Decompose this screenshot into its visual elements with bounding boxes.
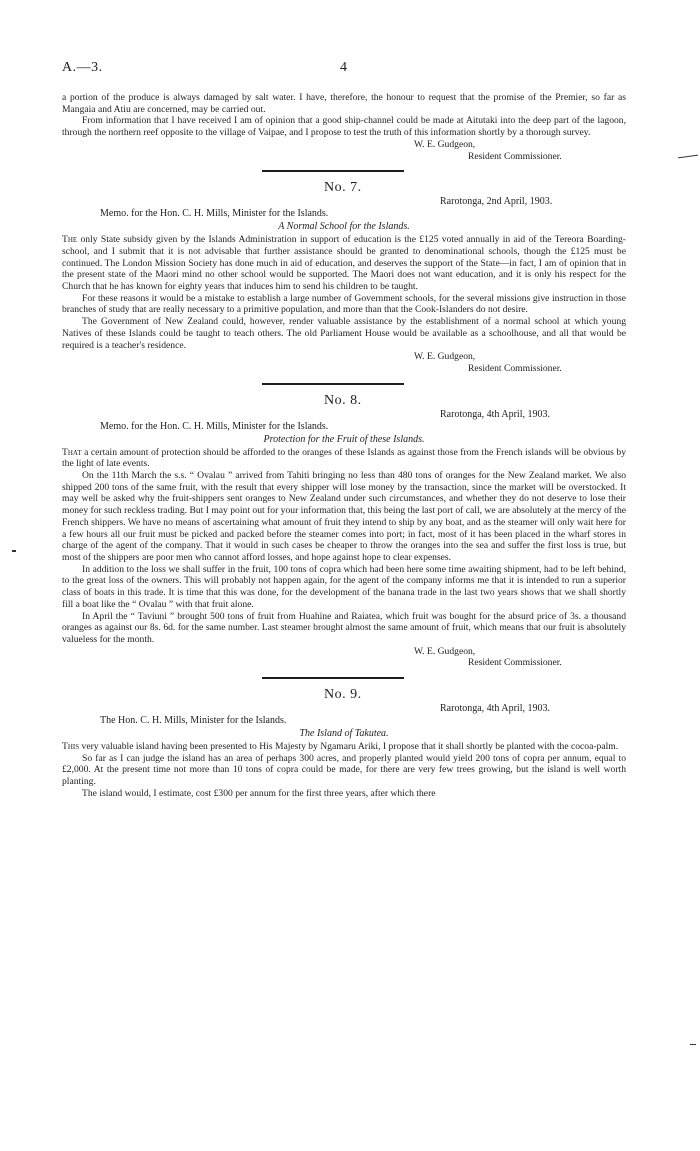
memo-paragraph-4: In April the “ Taviuni ” brought 500 tons of fruit from Huahine and Raiatea, which fruit was bought for the absurd price of 3s. a thousand oranges as against our 8s. 6d. for the same number. Last steamer brought almost the same amount of fruit, which means that our fruit is absolutely valueless for the month. (62, 610, 626, 645)
memo-paragraph-1: a certain amount of protection should be afforded to the oranges of these Islands as against those from the French islands will be obvious by the light of late events. (62, 446, 626, 470)
memo-paragraph-1: only State subsidy given by the Islands Administration in support of education is the £125 voted annually in aid of the Tereora Boarding-school, and I submit that it is not advisable that further assistance should be granted to denominational schools, though the £125 must be continued. The London Mission Society has done much in aid of education, and deserves the support of the State—in fact, I am of opinion that in the present state of the Maori mind no other school would be supported. The Maori does not want education, and it is only his respect for the Church that he has known for eighty years that induces him to send his children to be taught. (62, 234, 626, 293)
memo-9 (62, 687, 626, 800)
memo-number: No. 9. (324, 687, 362, 703)
scan-mark (12, 550, 16, 552)
lead-word: The (62, 234, 78, 246)
memo-paragraph-2: So far as I can judge the island has an area of perhaps 300 acres, and properly planted would yield 200 tons of copra per annum, equal to £2,000. At the present time not more than 10 tons of copra could be made, for there are very few trees growing, but the island is well worth planting. (62, 752, 626, 788)
scan-mark (678, 155, 698, 159)
page-content (62, 92, 626, 800)
memo-number: No. 7. (324, 180, 362, 196)
memo-subject: A Normal School for the Islands. (278, 221, 410, 233)
page-reference: A.—3. (62, 60, 103, 75)
memo-dateline: Rarotonga, 4th April, 1903. (440, 408, 550, 420)
signature-title: Resident Commissioner. (468, 657, 562, 669)
memo-number: No. 8. (324, 392, 362, 408)
memo-dateline: Rarotonga, 4th April, 1903. (440, 703, 550, 715)
memo-addressee: Memo. for the Hon. C. H. Mills, Minister for the Islands. (100, 420, 329, 432)
signature-name: W. E. Gudgeon, (414, 351, 476, 363)
memo-paragraph-3: The Government of New Zealand could, however, render valuable assistance by the establishment of a normal school at which young Natives of these Islands could be taught to teach others. The old Parliament House would be available as a schoolhouse, and all that would be required is a teacher's residence. (62, 316, 626, 351)
memo-subject: Protection for the Fruit of these Islands. (263, 433, 425, 445)
lead-word: That (62, 446, 82, 458)
scan-mark (690, 1044, 696, 1045)
signature-title: Resident Commissioner. (468, 362, 562, 374)
signature-name: W. E. Gudgeon, (414, 138, 476, 150)
memo-dateline: Rarotonga, 2nd April, 1903. (440, 196, 553, 208)
memo-7 (62, 180, 626, 374)
memo-subject: The Island of Takutea. (299, 728, 389, 740)
memo-addressee: Memo. for the Hon. C. H. Mills, Minister for the Islands. (100, 208, 329, 220)
memo-paragraph-3: The island would, I estimate, cost £300 per annum for the first three years, after which there (82, 787, 436, 799)
lead-word: This (62, 741, 80, 753)
memo-paragraph-2: For these reasons it would be a mistake to establish a large number of Government schools, for the several missions give instruction in those branches of study that are really necessary to a primitive population, and more than that the Cook-Islanders do not desire. (62, 292, 626, 316)
page-number: 4 (340, 60, 348, 75)
section-divider (262, 383, 404, 385)
memo-paragraph-3: In addition to the loss we shall suffer in the fruit, 100 tons of copra which had been here some time awaiting shipment, had to be left behind, to the great loss of the owners. This will probably not happen again, for the agent of the company informs me that it is intended to run a superior class of boats in this trade. It is time that this was done, for the development of the banana trade in the last two years shows that we shall shortly fill a boat like the “ Ovalau ” with that fruit alone. (62, 563, 626, 610)
intro-paragraph-1: a portion of the produce is always damaged by salt water. I have, therefore, the honour to request that the promise of the Premier, so far as Mangaia and Atiu are concerned, may be carried out. (62, 92, 626, 115)
memo-8 (62, 393, 626, 669)
section-divider (262, 170, 404, 172)
intro-paragraph-2: From information that I have received I am of opinion that a good ship-channel could be made at Aitutaki into the deep part of the lagoon, through the northern reef opposite to the village of Vaipae, and I propose to test the truth of this information shortly by a thorough survey. (62, 115, 626, 139)
signature-name: W. E. Gudgeon, (414, 645, 476, 657)
memo-addressee: The Hon. C. H. Mills, Minister for the Islands. (100, 715, 287, 727)
memo-paragraph-2: On the 11th March the s.s. “ Ovalau ” arrived from Tahiti bringing no less than 480 tons of oranges for the New Zealand market. We also shipped 200 tons of the same fruit, with the result that every shipper will lose money by the transaction, since the market will be overstocked. It may well be asked why the fruit-shippers sent oranges to New Zealand under such circumstances, and whether they do not deserve to lose their money for such reckless trading. But I may point out for your information that, this being the last port of call, we are absolutely at the mercy of the French shippers. We have no means of ascertaining what amount of fruit they intend to ship by any boat, and as the steamer will only wait here for a few hours all our fruit must be picked and packed before the steamer comes into port; in fact, most of it has been placed in the wharf stores in charge of the agent of the company. That it would in such cases be cheaper to throw the oranges into the sea and suffer the first loss is true, but most of the shippers are poor men who cannot afford losses, and hope against hope to clear expenses. (62, 470, 626, 563)
memo-paragraph-1: very valuable island having been presented to His Majesty by Ngamaru Ariki, I propose that it shall shortly be planted with the cocoa-palm. (79, 741, 619, 753)
signature-title: Resident Commissioner. (468, 150, 562, 162)
section-divider (262, 677, 404, 679)
intro-section (62, 92, 626, 162)
